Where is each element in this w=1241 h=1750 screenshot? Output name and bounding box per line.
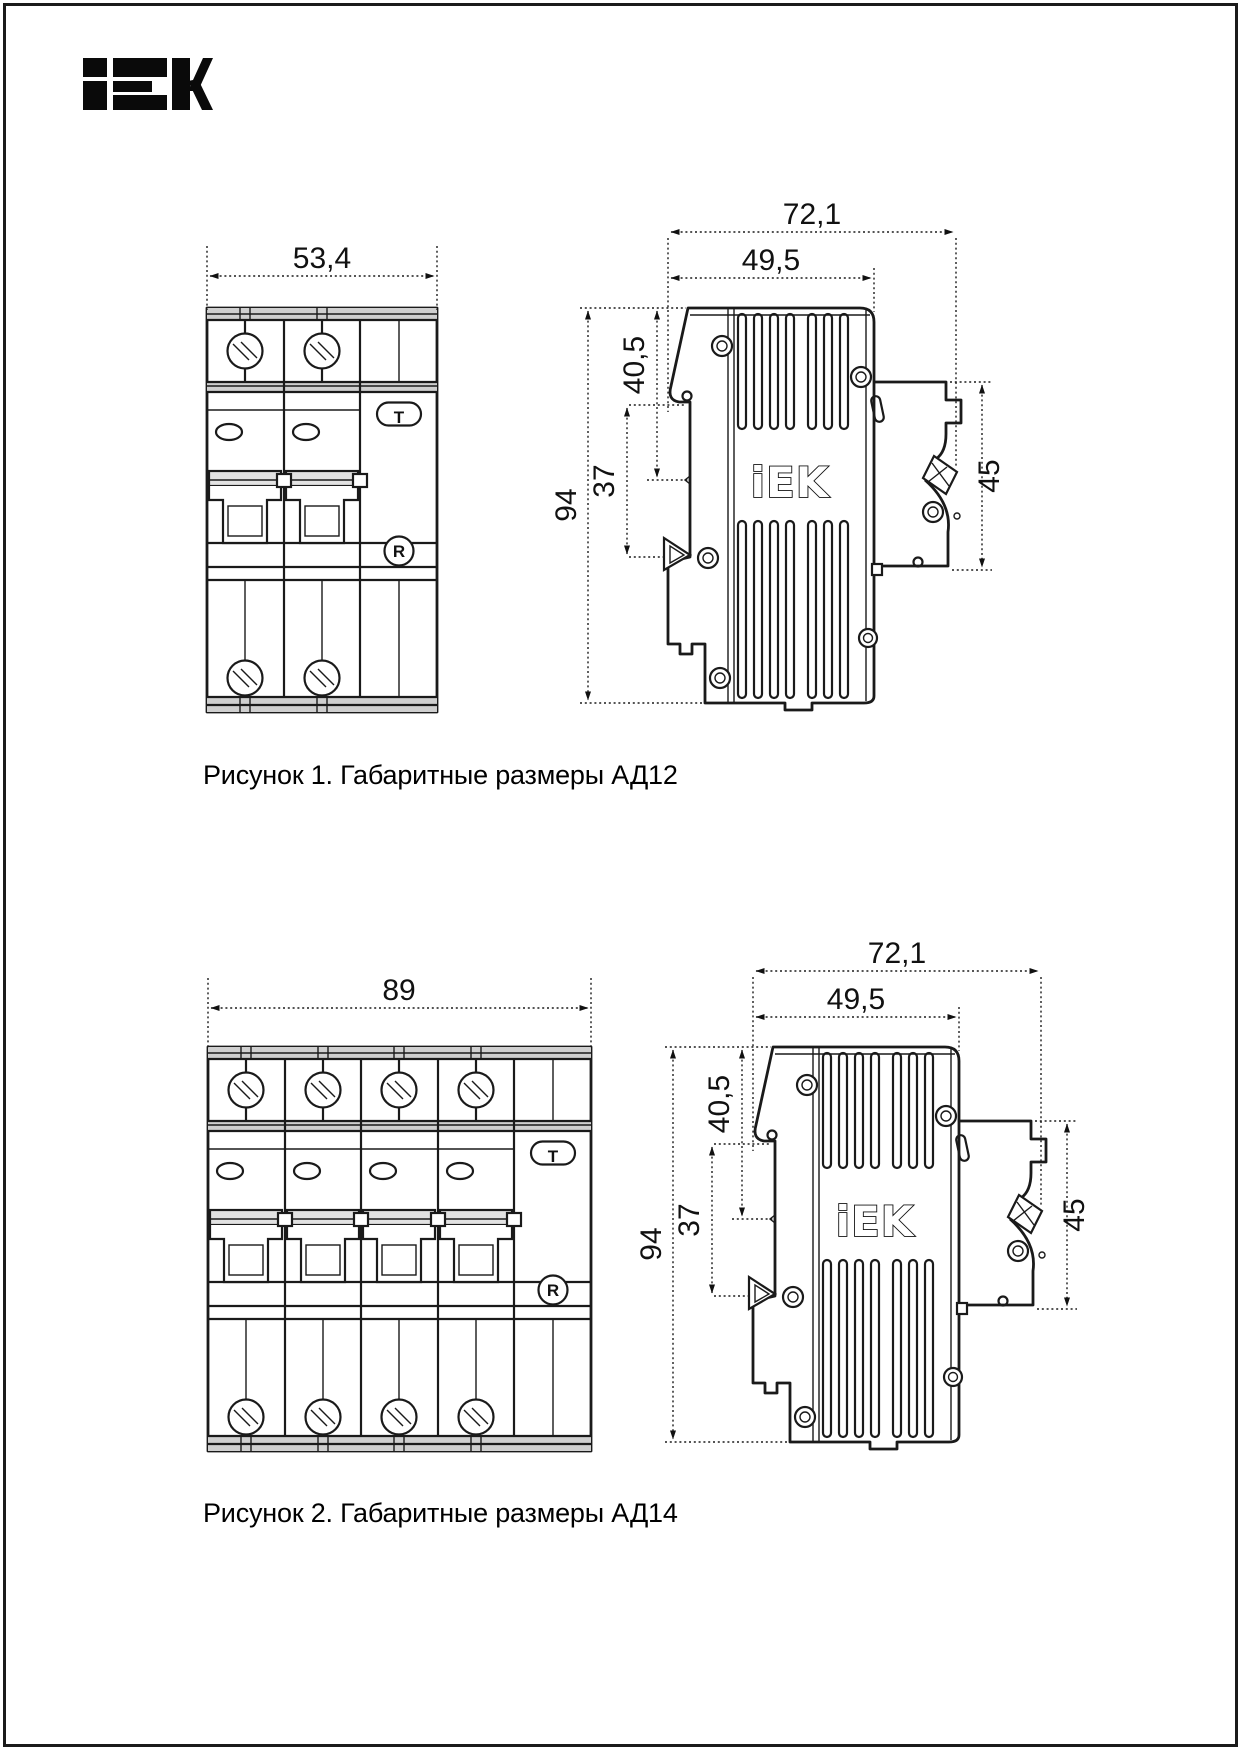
dim-body-width-label: 49,5 [741, 244, 801, 277]
dim-top-to-rail-label: 40,5 [618, 335, 651, 395]
terminal-screw [382, 1073, 417, 1108]
dim-body-width [671, 244, 871, 278]
terminal-screw [459, 1400, 494, 1435]
ad12-front-view [207, 242, 437, 712]
handle-tie-bar [277, 474, 291, 487]
dim-terminal-distance-label: 45 [1058, 1198, 1091, 1232]
dim-body-width-label: 49,5 [826, 983, 886, 1016]
dim-height-label: 94 [635, 1227, 668, 1261]
reset-bulge-profile [959, 1219, 1034, 1305]
din-rail-marker [664, 476, 690, 570]
dim-top-to-rail-label: 40,5 [703, 1074, 736, 1134]
terminal-screw [306, 1400, 341, 1435]
dim-rail-window-label: 37 [588, 464, 621, 498]
dim-overall-width-label: 72,1 [782, 198, 842, 231]
dim-body-width [756, 983, 956, 1017]
dim-height [550, 311, 588, 700]
dim-overall-width-label: 72,1 [867, 937, 927, 970]
test-button-label: Т [547, 1147, 559, 1166]
dim-height [635, 1050, 673, 1439]
iek-logo [83, 57, 213, 112]
figure1-caption: Рисунок 1. Габаритные размеры АД12 [203, 760, 678, 790]
dim-height-label: 94 [550, 488, 583, 522]
handle-tie-bar [354, 1213, 368, 1226]
dim-terminal-distance [973, 385, 1006, 567]
ad14-front-view [208, 974, 591, 1451]
side-brand-logo: iEK [750, 458, 830, 507]
top-terminal-profile [959, 1121, 1046, 1198]
terminal-screw [228, 661, 263, 696]
iek-logo-glyphs [83, 58, 213, 110]
dim-rail-window-label: 37 [673, 1203, 706, 1237]
front-width-dimension [207, 242, 437, 310]
terminal-screw [229, 1400, 264, 1435]
figure2-caption: Рисунок 2. Габаритные размеры АД14 [203, 1498, 678, 1528]
side-brand-logo: iEK [835, 1197, 915, 1246]
handle-tie-bar [278, 1213, 292, 1226]
figure2-drawing [150, 850, 1100, 1465]
terminal-screw [305, 334, 340, 369]
terminal-screw [305, 661, 340, 696]
dim-top-to-rail [618, 311, 657, 477]
dim-rail-window [673, 1147, 712, 1293]
dim-front-width-label: 89 [382, 974, 416, 1007]
dim-overall-width [756, 937, 1038, 971]
reset-button-label: R [392, 542, 406, 561]
terminal-screw [228, 334, 263, 369]
right-profile [872, 382, 961, 575]
dim-terminal-distance [1058, 1124, 1091, 1306]
handle-tie-bar [353, 474, 367, 487]
terminal-screw [459, 1073, 494, 1108]
dim-front-width-label: 53,4 [292, 242, 352, 275]
handle-tie-bar [431, 1213, 445, 1226]
dim-rail-window [588, 408, 627, 554]
reset-button [539, 1276, 568, 1305]
reset-button-label: R [546, 1281, 560, 1300]
test-button [531, 1142, 575, 1167]
terminal-screw [229, 1073, 264, 1108]
din-rail-marker [749, 1215, 775, 1309]
dim-terminal-distance-label: 45 [973, 459, 1006, 493]
test-button-label: Т [393, 408, 405, 427]
ad12-side-view [550, 198, 1006, 710]
test-button [377, 403, 421, 428]
figure1-drawing [150, 170, 1090, 730]
ad14-side-view [635, 937, 1091, 1449]
terminal-screw [306, 1073, 341, 1108]
top-terminal-profile [874, 382, 961, 459]
terminal-screw [382, 1400, 417, 1435]
dim-top-to-rail [703, 1050, 742, 1216]
front-width-dimension [208, 974, 591, 1049]
handle-tie-bar [507, 1213, 521, 1226]
dim-overall-width [671, 198, 953, 232]
reset-button [385, 537, 414, 566]
reset-bulge-profile [874, 480, 949, 566]
right-profile [957, 1121, 1046, 1314]
